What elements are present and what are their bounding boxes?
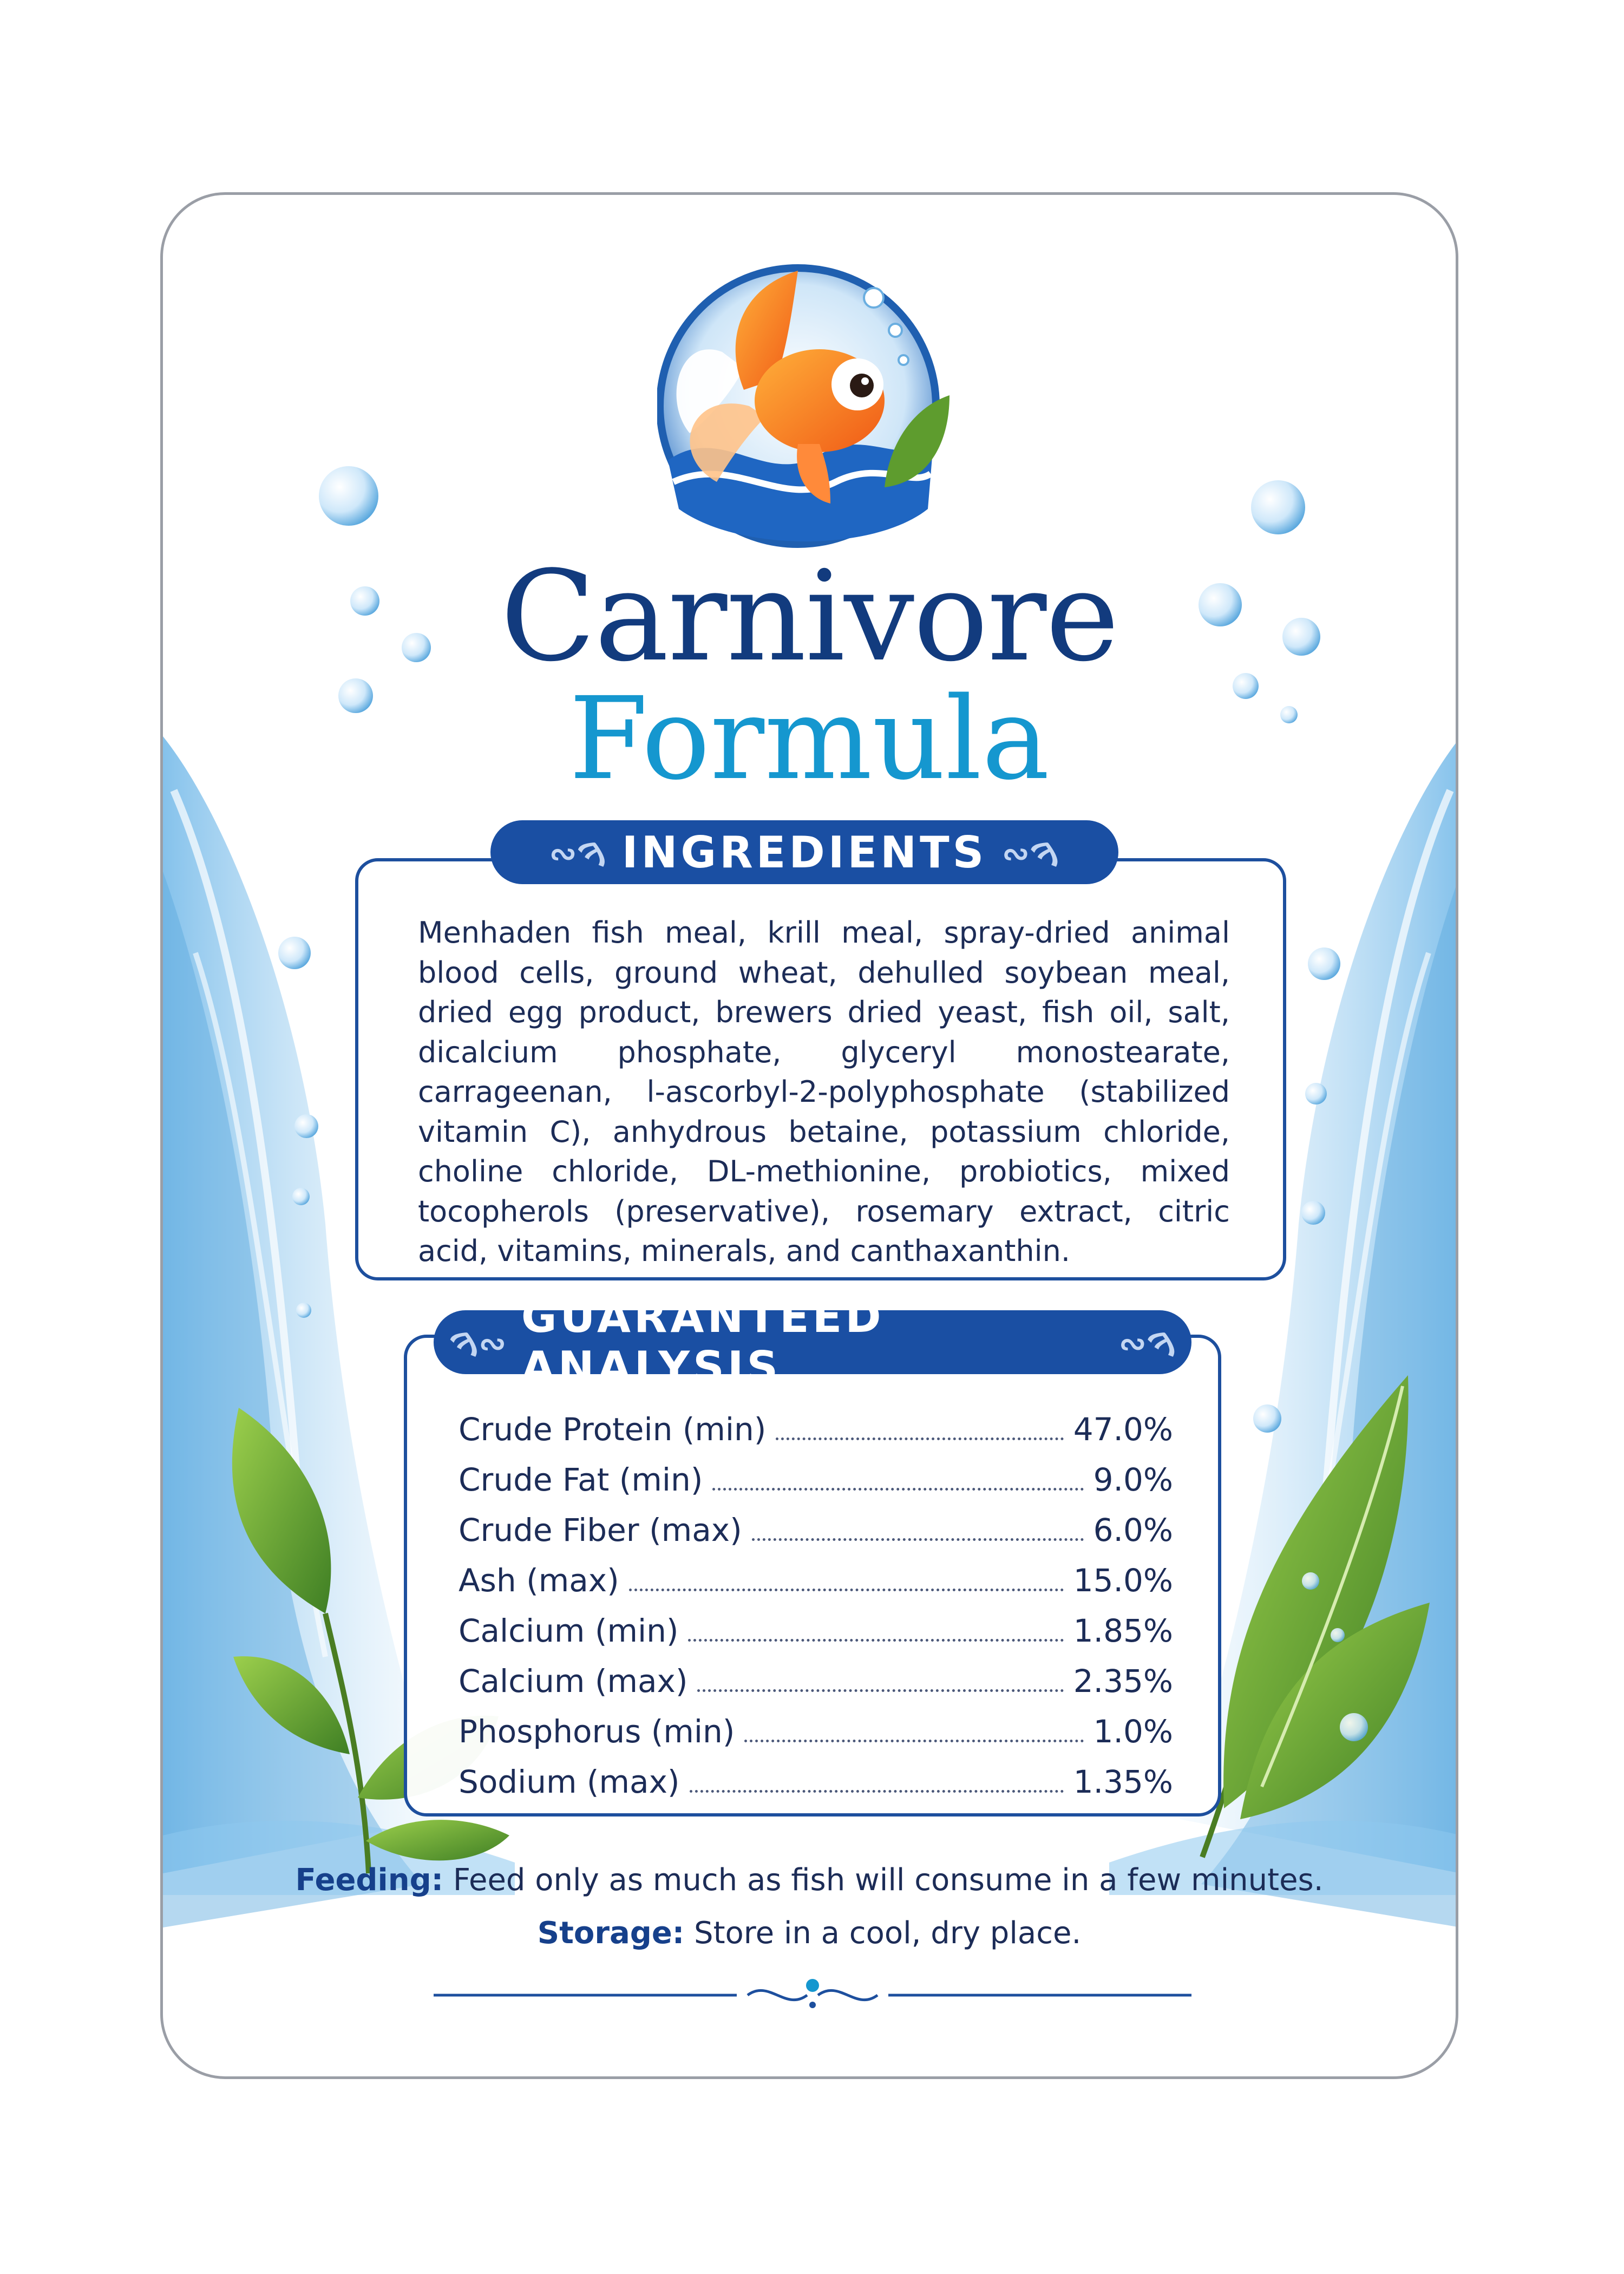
feeding-instructions: [163, 1863, 1456, 1898]
scroll-ornament-icon: ࠅ∾: [449, 1325, 506, 1363]
label-card: [160, 192, 1458, 2079]
storage-text: Store in a cool, dry place.: [694, 1916, 1082, 1951]
analysis-value: 2.35%: [1073, 1663, 1173, 1700]
scroll-ornament-icon: ∾ࠅ: [1119, 1325, 1176, 1363]
dot-leader: [697, 1689, 1063, 1692]
goldfish-logo-icon: [657, 227, 949, 558]
analysis-row: [459, 1461, 1173, 1512]
dot-leader: [744, 1740, 1083, 1742]
dot-leader: [776, 1437, 1063, 1440]
analysis-row: [459, 1562, 1173, 1612]
analysis-row: [459, 1411, 1173, 1461]
dot-leader: [688, 1639, 1063, 1642]
guaranteed-analysis-heading-label: GUARANTEED ANALYSIS: [521, 1292, 885, 1393]
dot-leader: [752, 1538, 1084, 1541]
analysis-value: 1.0%: [1093, 1713, 1173, 1750]
ingredients-box: [355, 858, 1286, 1280]
analysis-row: [459, 1612, 1173, 1663]
analysis-value: 1.85%: [1073, 1612, 1173, 1649]
product-title-line2: Formula: [569, 672, 1050, 805]
analysis-row: [459, 1763, 1173, 1814]
analysis-value: 15.0%: [1073, 1562, 1173, 1599]
dot-leader: [690, 1790, 1064, 1793]
analysis-label: Crude Fiber (max): [459, 1512, 742, 1548]
scroll-ornament-icon: ∾ࠅ: [549, 835, 607, 873]
storage-instructions: [163, 1916, 1456, 1951]
feeding-text: Feed only as much as fish will consume in a few minutes.: [453, 1863, 1324, 1898]
analysis-table: [459, 1411, 1173, 1814]
ingredients-text: Menhaden fish meal, krill meal, spray-dried animal blood cells, ground wheat, dehulled soybean meal, dried egg product, brewers dried yeast, fish oil, salt, dicalcium phosphate, glyceryl monostearate, carrageenan, l-ascorbyl-2-polyphosphate (stabilized vitamin C), anhydrous betaine, potassium chloride, choline chloride, DL-methionine, probiotics, mixed tocopherols (preservative), rosemary extract, citric acid, vitamins, minerals, and canthaxanthin.: [418, 916, 1230, 1268]
analysis-row: [459, 1663, 1173, 1713]
analysis-label: Ash (max): [459, 1562, 619, 1599]
analysis-row: [459, 1512, 1173, 1562]
dot-leader: [712, 1488, 1083, 1491]
scroll-ornament-icon: ∾ࠅ: [1002, 835, 1060, 873]
analysis-label: Calcium (max): [459, 1663, 688, 1700]
analysis-value: 9.0%: [1093, 1461, 1173, 1498]
analysis-label: Sodium (max): [459, 1763, 680, 1800]
ingredients-heading: [490, 820, 1118, 884]
analysis-label: Calcium (min): [459, 1612, 679, 1649]
feeding-label: Feeding:: [295, 1863, 444, 1898]
analysis-row: [459, 1713, 1173, 1763]
guaranteed-analysis-box: [404, 1335, 1221, 1816]
analysis-value: 6.0%: [1093, 1512, 1173, 1548]
dot-leader: [629, 1589, 1064, 1591]
analysis-value: 1.35%: [1073, 1763, 1173, 1800]
analysis-value: 47.0%: [1073, 1411, 1173, 1448]
guaranteed-analysis-heading: [434, 1292, 1191, 1393]
ornamental-divider: [434, 1974, 1191, 2017]
ingredients-heading-label: INGREDIENTS: [621, 827, 987, 878]
product-title-line1: Carnivore: [500, 545, 1118, 689]
analysis-label: Crude Protein (min): [459, 1411, 767, 1448]
analysis-label: Crude Fat (min): [459, 1461, 703, 1498]
analysis-label: Phosphorus (min): [459, 1713, 735, 1750]
storage-label: Storage:: [537, 1916, 685, 1951]
